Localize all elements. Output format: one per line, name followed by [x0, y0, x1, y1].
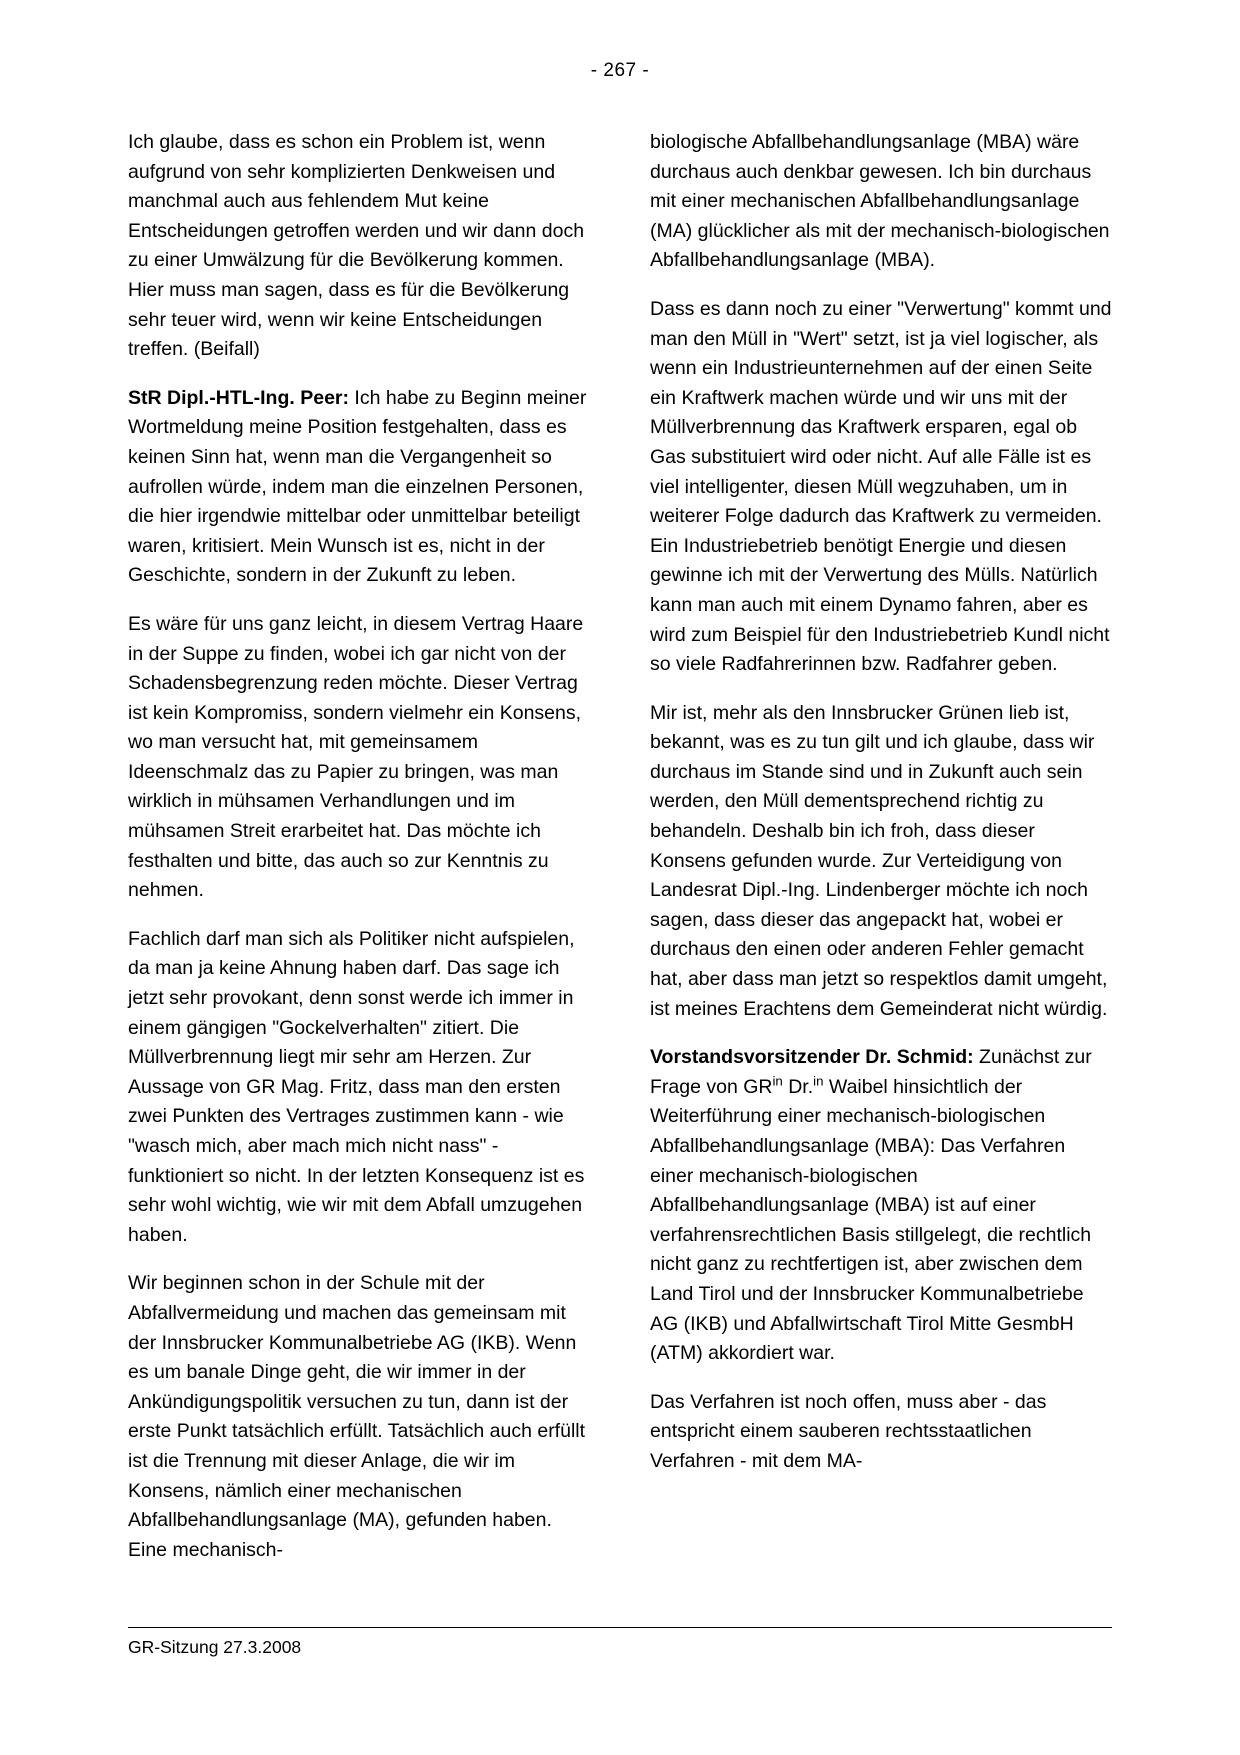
footer-label: GR-Sitzung 27.3.2008	[128, 1637, 302, 1657]
paragraph: Mir ist, mehr als den Innsbrucker Grünen lieb ist, bekannt, was es zu tun gilt und ich glaube, dass wir durchaus im Stande sind und in Zukunft auch sein werden, den Müll dementsprechend richtig zu behandeln. Deshalb bin ich froh, dass dieser Konsens gefunden wurde. Zur Verteidigung von Landesrat Dipl.-Ing. Lindenberger möchte ich noch sagen, dass dieser das angepackt hat, wobei er durchaus den einen oder anderen Fehler gemacht hat, aber dass man jetzt so respektlos damit umgeht, ist meines Erachtens dem Gemeinderat nicht würdig.	[650, 701, 1108, 1020]
paragraph: Wir beginnen schon in der Schule mit der Abfallvermeidung und machen das gemeinsam mit der Innsbrucker Kommunalbetriebe AG (IKB). Wenn es um banale Dinge geht, die wir immer in der Ankündigungspolitik versuchen zu tun, dann ist der erste Punkt tatsächlich erfüllt. Tatsächlich auch erfüllt ist die Trennung mit dieser Anlage, die wir im Konsens, nämlich einer mechanischen Abfallbehandlungsanlage (MA), gefunden haben. Eine mechanisch-	[128, 1272, 586, 1561]
paragraph-with-speaker	[128, 384, 590, 591]
paragraph-text-part: Dr.	[782, 1075, 814, 1098]
paragraph: Ich glaube, dass es schon ein Problem ist, wenn aufgrund von sehr komplizierten Denkweisen und manchmal auch aus fehlendem Mut keine Entscheidungen getroffen werden und wir dann doch zu einer Umwälzung für die Bevölkerung kommen. Hier muss man sagen, dass es für die Bevölkerung sehr teuer wird, wenn wir keine Entscheidungen treffen. (Beifall)	[128, 131, 585, 361]
paragraph: Dass es dann noch zu einer "Verwertung" kommt und man den Müll in "Wert" setzt, ist ja viel logischer, als wenn ein Industrieunternehmen auf der einen Seite ein Kraftwerk machen würde und wir uns mit der Müllverbrennung das Kraftwerk ersparen, egal ob Gas substituiert wird oder nicht. Auf alle Fälle ist es viel intelligenter, diesen Müll wegzuhaben, um in weiterer Folge dadurch das Kraftwerk zu vermeiden. Ein Industriebetrieb benötigt Energie und diesen gewinne ich mit der Verwertung des Mülls. Natürlich kann man auch mit einem Dynamo fahren, aber es wird zum Beispiel für den Industriebetrieb Kundl nicht so viele Radfahrerinnen bzw. Radfahrer geben.	[650, 297, 1112, 676]
speaker-name: Vorstandsvorsitzender Dr. Schmid:	[650, 1046, 974, 1069]
footer-divider	[128, 1627, 1112, 1628]
paragraph-with-speaker	[650, 1043, 1112, 1369]
paragraph: Fachlich darf man sich als Politiker nicht aufspielen, da man ja keine Ahnung haben darf. Das sage ich jetzt sehr provokant, denn sonst werde ich immer in einem gängigen "Gockelverhalten" zitiert. Die Müllverbrennung liegt mir sehr am Herzen. Zur Aussage von GR Mag. Fritz, dass man den ersten zwei Punkten des Vertrages zustimmen kann - wie "wasch mich, aber mach mich nicht nass" - funktioniert so nicht. In der letzten Konsequenz ist es sehr wohl wichtig, wie wir mit dem Abfall umzugehen haben.	[128, 927, 585, 1246]
page-number: - 267 -	[590, 60, 650, 81]
paragraph-text-part: Zunächst zur Frage von GR	[650, 1046, 1092, 1098]
paragraph: Das Verfahren ist noch offen, muss aber - das entspricht einem sauberen rechtsstaatlichen Verfahren - mit dem MA-	[650, 1390, 1047, 1472]
paragraph: Es wäre für uns ganz leicht, in diesem Vertrag Haare in der Suppe zu finden, wobei ich gar nicht von der Schadensbegrenzung reden möchte. Dieser Vertrag ist kein Kompromiss, sondern vielmehr ein Konsens, wo man versucht hat, mit gemeinsamem Ideenschmalz das zu Papier zu bringen, was man wirklich in mühsamen Verhandlungen und im mühsamen Streit erarbeitet hat. Das möchte ich festhalten und bitte, das auch so zur Kenntnis zu nehmen.	[128, 612, 584, 902]
superscript-in: in	[813, 1073, 824, 1089]
left-column	[128, 128, 590, 1565]
paragraph: biologische Abfallbehandlungsanlage (MBA) wäre durchaus auch denkbar gewesen. Ich bin durchaus mit einer mechanischen Abfallbehandlungsanlage (MA) glücklicher als mit der mechanisch-biologischen Abfallbehandlungsanlage (MBA).	[650, 131, 1110, 272]
speaker-name: StR Dipl.-HTL-Ing. Peer:	[128, 386, 349, 409]
right-column	[650, 128, 1112, 1565]
two-column-body	[128, 128, 1112, 1565]
superscript-in: in	[772, 1073, 783, 1089]
paragraph-text-part: Waibel hinsichtlich der Weiterführung einer mechanisch-biologischen Abfallbehandlungsanlage (MBA): Das Verfahren einer mechanisch-biologischen Abfallbehandlungsanlage (MBA) ist auf einer verfahrensrechtlichen Basis stillgelegt, die rechtlich nicht ganz zu rechtfertigen ist, aber zwischen dem Land Tirol und der Innsbrucker Kommunalbetriebe AG (IKB) und Abfallwirtschaft Tirol Mitte GesmbH (ATM) akkordiert war.	[650, 1075, 1092, 1365]
paragraph-text: Ich habe zu Beginn meiner Wortmeldung meine Position festgehalten, dass es keinen Sinn hat, wenn man die Vergangenheit so aufrollen würde, indem man die einzelnen Personen, die hier irgendwie mittelbar oder unmittelbar beteiligt waren, kritisiert. Mein Wunsch ist es, nicht in der Geschichte, sondern in der Zukunft zu leben.	[128, 386, 587, 587]
